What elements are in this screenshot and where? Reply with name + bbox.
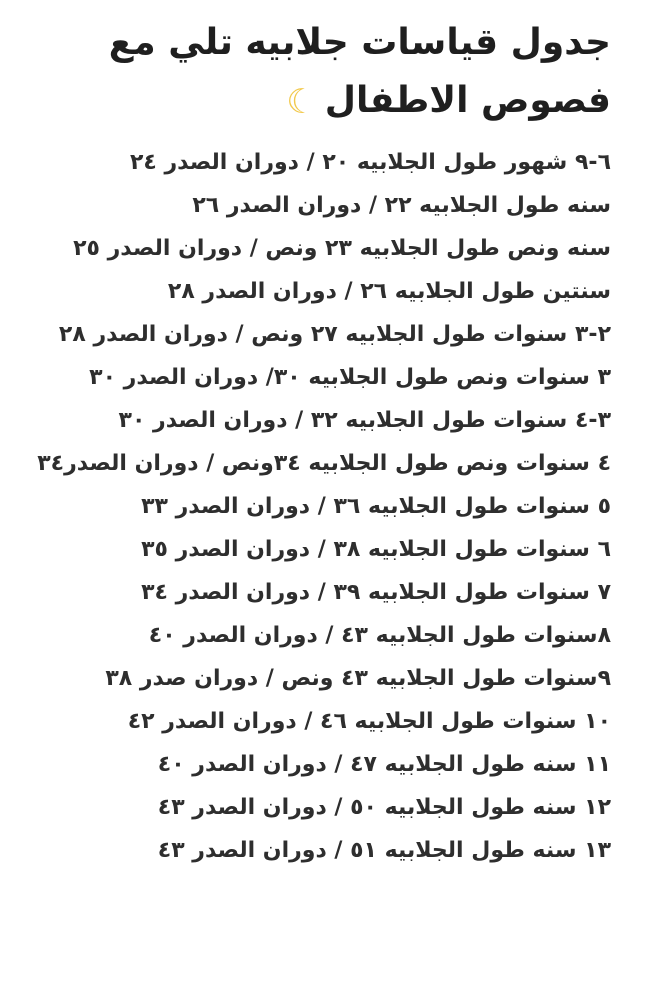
list-item: ٧ سنوات طول الجلابيه ٣٩ / دوران الصدر ٣٤	[141, 580, 611, 605]
list-item: ٨سنوات طول الجلابيه ٤٣ / دوران الصدر ٤٠	[148, 623, 611, 648]
list-item: ١٣ سنه طول الجلابيه ٥١ / دوران الصدر ٤٣	[157, 838, 611, 863]
page-title	[30, 14, 611, 131]
list-item: سنه ونص طول الجلابيه ٢٣ ونص / دوران الصدر ٢٥	[73, 236, 611, 261]
list-item: ٣ سنوات ونص طول الجلابيه ٣٠/ دوران الصدر ٣٠	[89, 365, 611, 390]
list-item: ٤ سنوات ونص طول الجلابيه ٣٤ونص / دوران الصدر٣٤	[37, 451, 611, 476]
crescent-moon-icon: ☾	[286, 82, 317, 122]
title-line-2-text: فصوص الاطفال	[324, 80, 611, 121]
list-item: ١٠ سنوات طول الجلابيه ٤٦ / دوران الصدر ٤٢	[127, 709, 611, 734]
title-line-2	[30, 72, 611, 131]
list-item: ٣-٤ سنوات طول الجلابيه ٣٢ / دوران الصدر ٣٠	[118, 408, 611, 433]
list-item: ٦-٩ شهور طول الجلابيه ٢٠ / دوران الصدر ٢٤	[129, 150, 611, 175]
list-item: ٢-٣ سنوات طول الجلابيه ٢٧ ونص / دوران الصدر ٢٨	[58, 322, 611, 347]
title-line-1: جدول قياسات جلابيه تلي مع	[108, 22, 611, 63]
list-item: ٦ سنوات طول الجلابيه ٣٨ / دوران الصدر ٣٥	[141, 537, 611, 562]
list-item: ١٢ سنه طول الجلابيه ٥٠ / دوران الصدر ٤٣	[157, 795, 611, 820]
list-item: ٩سنوات طول الجلابيه ٤٣ ونص / دوران صدر ٣٨	[105, 666, 611, 691]
size-list	[30, 141, 611, 872]
list-item: سنه طول الجلابيه ٢٢ / دوران الصدر ٢٦	[192, 193, 611, 218]
list-item: سنتين طول الجلابيه ٢٦ / دوران الصدر ٢٨	[167, 279, 611, 304]
list-item: ١١ سنه طول الجلابيه ٤٧ / دوران الصدر ٤٠	[157, 752, 611, 777]
list-item: ٥ سنوات طول الجلابيه ٣٦ / دوران الصدر ٣٣	[141, 494, 611, 519]
